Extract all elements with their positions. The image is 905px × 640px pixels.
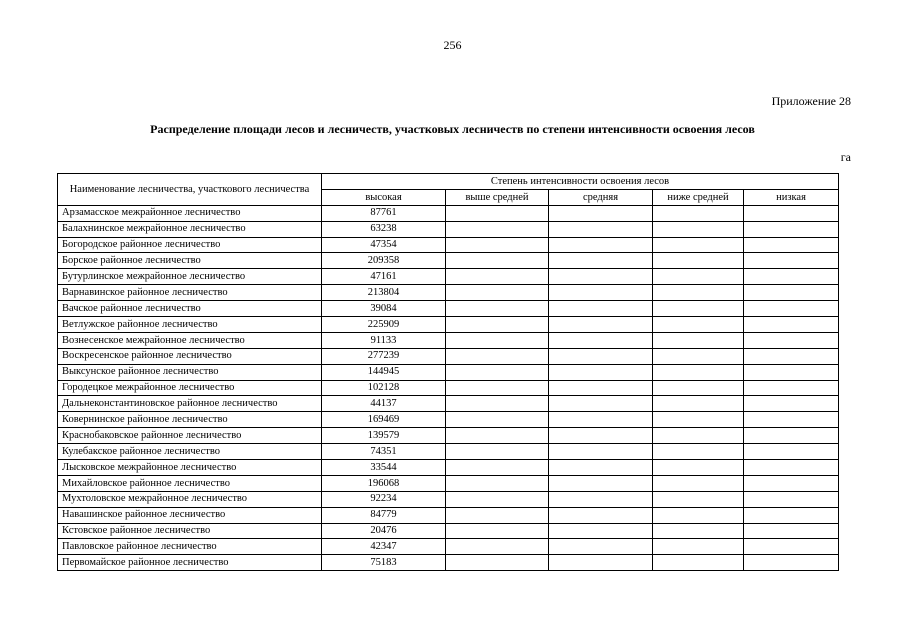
- intensity-value-cell: [446, 444, 549, 460]
- forestry-name-cell: Первомайское районное лесничество: [58, 555, 322, 571]
- forestry-name-cell: Кулебакское районное лесничество: [58, 444, 322, 460]
- intensity-value-cell: 139579: [322, 428, 446, 444]
- intensity-value-cell: 91133: [322, 332, 446, 348]
- intensity-value-cell: [744, 317, 839, 333]
- intensity-value-cell: [446, 539, 549, 555]
- intensity-value-cell: [744, 237, 839, 253]
- forest-intensity-table: [57, 173, 839, 571]
- intensity-value-cell: [549, 428, 653, 444]
- forestry-name-cell: Лысковское межрайонное лесничество: [58, 460, 322, 476]
- intensity-value-cell: [653, 396, 744, 412]
- table-body: [58, 205, 839, 570]
- intensity-value-cell: [549, 285, 653, 301]
- table-row: [58, 460, 839, 476]
- table-row: [58, 444, 839, 460]
- intensity-value-cell: [653, 301, 744, 317]
- forestry-name-cell: Городецкое межрайонное лесничество: [58, 380, 322, 396]
- table-row: [58, 475, 839, 491]
- forestry-name-cell: Ветлужское районное лесничество: [58, 317, 322, 333]
- forestry-name-cell: Борское районное лесничество: [58, 253, 322, 269]
- column-header-average: средняя: [549, 189, 653, 205]
- intensity-value-cell: [549, 221, 653, 237]
- table-row: [58, 396, 839, 412]
- intensity-value-cell: [653, 221, 744, 237]
- intensity-value-cell: [549, 523, 653, 539]
- unit-label: га: [840, 150, 851, 164]
- intensity-value-cell: 169469: [322, 412, 446, 428]
- table-row: [58, 507, 839, 523]
- intensity-value-cell: [549, 412, 653, 428]
- intensity-value-cell: [653, 348, 744, 364]
- intensity-value-cell: [653, 380, 744, 396]
- intensity-value-cell: [446, 332, 549, 348]
- intensity-value-cell: [549, 444, 653, 460]
- appendix-label: Приложение 28: [771, 94, 851, 108]
- intensity-value-cell: [446, 396, 549, 412]
- forestry-name-cell: Балахнинское межрайонное лесничество: [58, 221, 322, 237]
- intensity-value-cell: 74351: [322, 444, 446, 460]
- table-row: [58, 348, 839, 364]
- intensity-value-cell: 92234: [322, 491, 446, 507]
- table-row: [58, 428, 839, 444]
- intensity-value-cell: [446, 475, 549, 491]
- intensity-value-cell: [653, 539, 744, 555]
- intensity-value-cell: [549, 205, 653, 221]
- intensity-group-header: Степень интенсивности освоения лесов: [322, 174, 839, 190]
- intensity-value-cell: [446, 317, 549, 333]
- intensity-value-cell: 102128: [322, 380, 446, 396]
- table-row: [58, 253, 839, 269]
- intensity-value-cell: 87761: [322, 205, 446, 221]
- intensity-value-cell: [549, 253, 653, 269]
- intensity-value-cell: [549, 332, 653, 348]
- table-row: [58, 221, 839, 237]
- intensity-value-cell: [744, 396, 839, 412]
- intensity-value-cell: [446, 491, 549, 507]
- intensity-value-cell: 84779: [322, 507, 446, 523]
- forestry-name-cell: Бутурлинское межрайонное лесничество: [58, 269, 322, 285]
- intensity-value-cell: [549, 460, 653, 476]
- intensity-value-cell: [549, 507, 653, 523]
- intensity-value-cell: [744, 253, 839, 269]
- table-row: [58, 237, 839, 253]
- forestry-name-cell: Вознесенское межрайонное лесничество: [58, 332, 322, 348]
- intensity-value-cell: [446, 253, 549, 269]
- table-row: [58, 317, 839, 333]
- intensity-value-cell: [653, 475, 744, 491]
- intensity-value-cell: 44137: [322, 396, 446, 412]
- table-row: [58, 301, 839, 317]
- intensity-value-cell: 47354: [322, 237, 446, 253]
- forestry-name-cell: Воскресенское районное лесничество: [58, 348, 322, 364]
- table-row: [58, 539, 839, 555]
- intensity-value-cell: [446, 221, 549, 237]
- document-title: Распределение площади лесов и лесничеств, участковых лесничеств по степени интенсивности освоения лесов: [150, 122, 755, 136]
- table-row: [58, 555, 839, 571]
- intensity-value-cell: [653, 205, 744, 221]
- intensity-value-cell: [744, 380, 839, 396]
- intensity-value-cell: [549, 539, 653, 555]
- intensity-value-cell: [446, 555, 549, 571]
- intensity-value-cell: [446, 205, 549, 221]
- intensity-value-cell: [744, 221, 839, 237]
- intensity-value-cell: [744, 348, 839, 364]
- intensity-value-cell: 225909: [322, 317, 446, 333]
- intensity-value-cell: 196068: [322, 475, 446, 491]
- forestry-name-cell: Мухтоловское межрайонное лесничество: [58, 491, 322, 507]
- intensity-value-cell: 42347: [322, 539, 446, 555]
- table-row: [58, 269, 839, 285]
- intensity-value-cell: [549, 555, 653, 571]
- intensity-value-cell: [653, 460, 744, 476]
- intensity-value-cell: 144945: [322, 364, 446, 380]
- intensity-value-cell: [744, 460, 839, 476]
- intensity-value-cell: [744, 523, 839, 539]
- intensity-value-cell: [446, 237, 549, 253]
- intensity-value-cell: [653, 269, 744, 285]
- intensity-value-cell: [653, 491, 744, 507]
- intensity-value-cell: [744, 269, 839, 285]
- intensity-value-cell: [653, 285, 744, 301]
- intensity-value-cell: [653, 507, 744, 523]
- intensity-value-cell: 39084: [322, 301, 446, 317]
- intensity-value-cell: [549, 380, 653, 396]
- intensity-value-cell: [744, 332, 839, 348]
- intensity-value-cell: [653, 523, 744, 539]
- intensity-value-cell: [446, 523, 549, 539]
- table-row: [58, 332, 839, 348]
- intensity-value-cell: [744, 428, 839, 444]
- forestry-name-cell: Михайловское районное лесничество: [58, 475, 322, 491]
- table-row: [58, 205, 839, 221]
- intensity-value-cell: [446, 301, 549, 317]
- intensity-value-cell: 20476: [322, 523, 446, 539]
- intensity-value-cell: [549, 301, 653, 317]
- column-header-below-average: ниже средней: [653, 189, 744, 205]
- intensity-value-cell: [744, 491, 839, 507]
- intensity-value-cell: 75183: [322, 555, 446, 571]
- intensity-value-cell: [549, 475, 653, 491]
- table-row: [58, 285, 839, 301]
- intensity-value-cell: [653, 555, 744, 571]
- intensity-value-cell: [653, 253, 744, 269]
- intensity-value-cell: [446, 364, 549, 380]
- intensity-value-cell: [744, 555, 839, 571]
- intensity-value-cell: [549, 364, 653, 380]
- intensity-value-cell: [446, 380, 549, 396]
- column-header-high: высокая: [322, 189, 446, 205]
- intensity-value-cell: 209358: [322, 253, 446, 269]
- intensity-value-cell: [446, 269, 549, 285]
- intensity-value-cell: [653, 237, 744, 253]
- table-row: [58, 523, 839, 539]
- intensity-value-cell: 213804: [322, 285, 446, 301]
- intensity-value-cell: [446, 412, 549, 428]
- table-row: [58, 491, 839, 507]
- intensity-value-cell: [744, 539, 839, 555]
- forestry-name-cell: Арзамасское межрайонное лесничество: [58, 205, 322, 221]
- forestry-name-cell: Вачское районное лесничество: [58, 301, 322, 317]
- page-number: 256: [443, 38, 462, 52]
- intensity-value-cell: [446, 348, 549, 364]
- intensity-value-cell: 33544: [322, 460, 446, 476]
- name-column-header: Наименование лесничества, участкового лесничества: [58, 174, 322, 206]
- forestry-name-cell: Павловское районное лесничество: [58, 539, 322, 555]
- intensity-value-cell: [446, 428, 549, 444]
- forestry-name-cell: Выксунское районное лесничество: [58, 364, 322, 380]
- intensity-value-cell: [653, 317, 744, 333]
- intensity-value-cell: [653, 428, 744, 444]
- column-header-above-average: выше средней: [446, 189, 549, 205]
- intensity-value-cell: 63238: [322, 221, 446, 237]
- intensity-value-cell: [744, 507, 839, 523]
- intensity-value-cell: [653, 364, 744, 380]
- table-row: [58, 380, 839, 396]
- intensity-value-cell: [744, 364, 839, 380]
- forestry-name-cell: Краснобаковское районное лесничество: [58, 428, 322, 444]
- intensity-value-cell: [549, 269, 653, 285]
- forestry-name-cell: Ковернинское районное лесничество: [58, 412, 322, 428]
- intensity-value-cell: [653, 444, 744, 460]
- table-row: [58, 412, 839, 428]
- forestry-name-cell: Навашинское районное лесничество: [58, 507, 322, 523]
- intensity-value-cell: [446, 460, 549, 476]
- table-row: [58, 364, 839, 380]
- intensity-value-cell: [446, 285, 549, 301]
- intensity-value-cell: [744, 285, 839, 301]
- intensity-value-cell: [653, 412, 744, 428]
- intensity-value-cell: [744, 301, 839, 317]
- intensity-value-cell: [744, 444, 839, 460]
- intensity-value-cell: [744, 475, 839, 491]
- forestry-name-cell: Богородское районное лесничество: [58, 237, 322, 253]
- intensity-value-cell: [744, 205, 839, 221]
- intensity-value-cell: 277239: [322, 348, 446, 364]
- intensity-value-cell: [744, 412, 839, 428]
- intensity-value-cell: [653, 332, 744, 348]
- intensity-value-cell: [446, 507, 549, 523]
- forestry-name-cell: Кстовское районное лесничество: [58, 523, 322, 539]
- forestry-name-cell: Дальнеконстантиновское районное лесничество: [58, 396, 322, 412]
- column-header-low: низкая: [744, 189, 839, 205]
- intensity-value-cell: [549, 491, 653, 507]
- intensity-value-cell: 47161: [322, 269, 446, 285]
- intensity-value-cell: [549, 317, 653, 333]
- intensity-value-cell: [549, 237, 653, 253]
- intensity-value-cell: [549, 396, 653, 412]
- forestry-name-cell: Варнавинское районное лесничество: [58, 285, 322, 301]
- intensity-value-cell: [549, 348, 653, 364]
